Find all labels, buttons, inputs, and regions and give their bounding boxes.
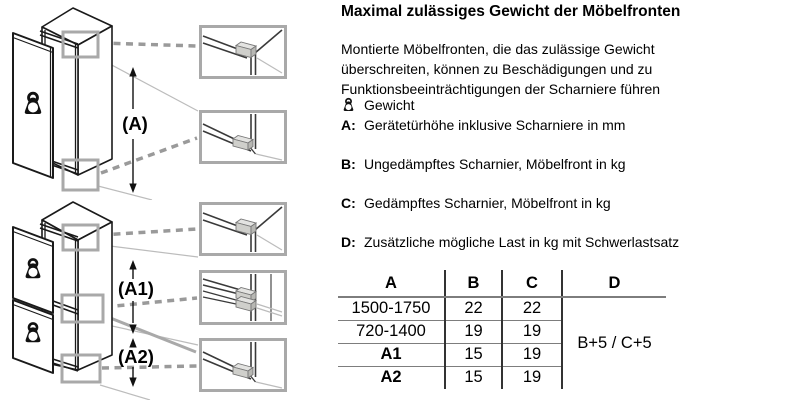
detail-view-middle-hinge-double [199,270,287,325]
cell-a: A1 [338,343,445,366]
legend-weight-label: Gewicht [364,96,415,113]
cell-c: 19 [502,343,562,366]
col-header-C: C [502,270,562,297]
legend-text: Ungedämpftes Scharnier, Möbelfront in kg [364,156,626,172]
cell-b: 22 [445,297,502,320]
detail-view-bottom-hinge-double [199,338,287,392]
cell-b: 15 [445,366,502,389]
page-title: Maximal zulässiges Gewicht der Möbelfronten [341,3,681,20]
dimension-A2 [118,338,154,387]
legend-item-C [341,195,611,211]
col-header-A: A [338,270,445,297]
col-header-B: B [445,270,502,297]
hinge-block-pair [236,288,256,312]
legend-weight-row [341,96,415,113]
legend-item-D [341,234,679,250]
intro-line: Montierte Möbelfronten, die das zulässige Gewicht [341,41,655,57]
arrow-up-icon [129,67,136,77]
cell-a: A2 [338,366,445,389]
magnifier-leader-lines [101,43,197,173]
arrow-down-icon [129,378,136,388]
legend-item-A [341,117,625,133]
furniture-front-panel-upper [13,227,53,313]
arrow-down-icon [129,184,136,194]
legend-text: Gedämpftes Scharnier, Möbelfront in kg [364,195,611,211]
dimension-A [122,67,148,193]
weight-table [338,270,666,389]
dimension-label-A2: (A2) [118,346,154,367]
weight-icon [341,96,364,113]
cell-c: 19 [502,366,562,389]
cell-b: 19 [445,320,502,343]
arrow-up-icon [129,260,136,270]
col-header-D: D [562,270,666,297]
dimension-label-A: (A) [122,113,148,134]
legend-item-B [341,156,625,172]
cell-a: 1500-1750 [338,297,445,320]
detail-view-top-hinge-double [199,202,287,256]
detail-view-top-hinge-single [199,25,287,79]
dimension-label-A1: (A1) [118,278,154,299]
intro-line: Funktionsbeeinträchtigungen der Scharniere führen [341,81,661,97]
legend-text: Zusätzliche mögliche Last in kg mit Schwerlastsatz [364,234,680,250]
detail-view-bottom-hinge-single [199,110,287,164]
intro-paragraph [341,39,660,99]
legend-key: A: [341,117,356,133]
cell-c: 19 [502,320,562,343]
cell-a: 720-1400 [338,320,445,343]
furniture-front-panel [13,33,53,178]
legend-text: Gerätetürhöhe inklusive Scharniere in mm [364,117,626,133]
legend-key: B: [341,156,356,172]
table-row [338,297,666,320]
legend-key: D: [341,234,356,250]
table-header-row [338,270,666,297]
cell-c: 22 [502,297,562,320]
cell-b: 15 [445,343,502,366]
intro-line: überschreiten, können zu Beschädigungen und zu [341,61,653,77]
cell-d-merged: B+5 / C+5 [577,334,652,352]
legend-key: C: [341,195,356,211]
